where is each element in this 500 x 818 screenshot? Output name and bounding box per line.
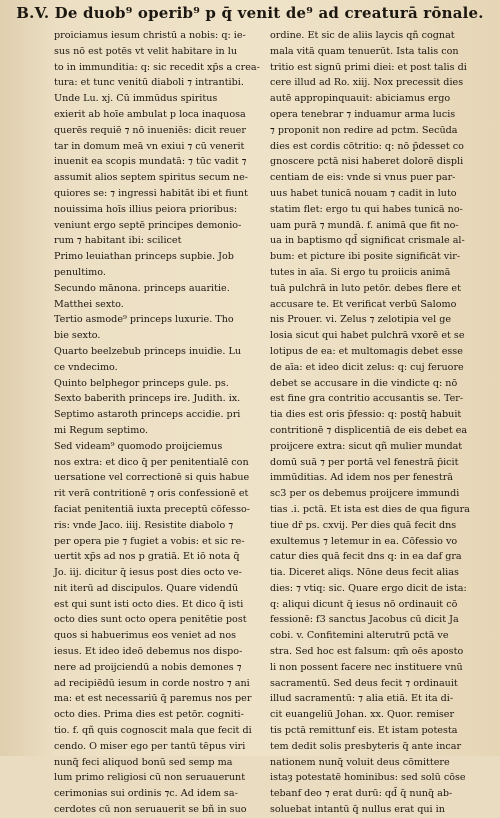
text-line: querēs requiē ⁊ nō inueniēs: dicit reuer xyxy=(54,124,246,136)
text-line: soluebat intantū q̄ nullus erat qui in xyxy=(270,804,445,816)
text-line: tebanf deo ⁊ erat durū: qd̄ q̄ nunq̄ ab- xyxy=(270,788,453,800)
text-line: faciat penitentiā iuxta preceptū cōfesso- xyxy=(54,503,251,515)
text-line: q: aliqui dicunt q̄ iesus nō ordinauit cō xyxy=(270,598,458,610)
text-line: tias .i. pctā. Et ista est dies de qua figura xyxy=(270,503,470,515)
text-line: ua in baptismo qd̄ significat crismale al- xyxy=(270,235,465,247)
text-line: tem dedit solis presbyteris q̄ ante incar xyxy=(270,740,462,752)
text-line: inuenit ea scopis mundatā: ⁊ tūc vadit ⁊ xyxy=(54,156,247,168)
text-line: uus habet tunicā nouam ⁊ cadit in luto xyxy=(270,187,457,199)
text-line: accusare te. Et verificat verbū Salomo xyxy=(270,298,457,310)
text-line: nere ad proijciendū a nobis demones ⁊ xyxy=(54,661,242,673)
text-line: ris: vnde Jaco. iiij. Resistite diabolo ⁊ xyxy=(54,519,234,531)
text-line: cere illud ad Ro. xiij. Nox precessit dies xyxy=(270,77,464,89)
text-line: uertit xp̄s ad nos p gratiā. Et iō nota q̄ xyxy=(54,551,240,563)
text-line: nouissima hoīs illius peiora prioribus: xyxy=(54,203,238,215)
text-line: istaȝ potestatē hominibus: sed solū cōse xyxy=(270,772,466,784)
text-line: tiue dr̄ ps. cxvij. Per dies quā fecit dns xyxy=(270,519,457,531)
text-line: lotipus de ea: et multomagis debet esse xyxy=(270,345,463,357)
text-line: veniunt ergo septē principes demonio- xyxy=(54,219,242,231)
text-line: dies: ⁊ vtiq: sic. Quare ergo dicit de ista: xyxy=(270,582,467,594)
text-line: Tertio asmode⁹ princeps luxurie. Tho xyxy=(54,314,234,326)
text-line: cobi. v. Confitemini alterutrū pctā ve xyxy=(270,630,449,642)
text-line: gnoscere pctā nisi haberet dolorē displi xyxy=(270,156,464,168)
text-line: Septimo astaroth princeps accidie. pri xyxy=(54,409,241,421)
text-line: assumit alios septem spiritus secum ne- xyxy=(54,172,249,184)
text-line: cerimonias sui ordinis ⁊c. Ad idem sa- xyxy=(54,788,238,800)
text-line: iesus. Et ideo ideō debemus nos dispo- xyxy=(54,646,243,658)
text-line: debet se accusare in die vindicte q: nō xyxy=(270,377,458,389)
text-line: fessionē: f3 sanctus Jacobus cū dicit Ja xyxy=(270,614,459,626)
text-line: rum ⁊ habitant ibi: scilicet xyxy=(54,235,182,247)
right-text-column xyxy=(270,28,498,816)
text-line: exultemus ⁊ letemur in ea. Cōfessio vo xyxy=(270,535,458,547)
text-line: immūditias. Ad idem nos per fenestrā xyxy=(270,472,454,484)
text-line: lum primo religiosi cū non seruauerunt xyxy=(54,772,246,784)
text-line: mi Regum septimo. xyxy=(54,424,149,436)
text-line: autē appropinquauit: abiciamus ergo xyxy=(270,93,451,105)
text-line: losia sicut qui habet pulchrā vxorē et se xyxy=(270,330,465,342)
text-line: domū suā ⁊ per portā vel fenestrā p̄icit xyxy=(270,456,459,468)
text-line: tutes in aīa. Si ergo tu proiicis animā xyxy=(270,266,451,278)
text-line: est fine gra contritio accusantis se. Ter- xyxy=(270,393,464,405)
text-line: cerdotes cū non seruauerit se bñ in suo xyxy=(54,804,247,816)
text-line: sacramentū. Sed deus fecit ⁊ ordinauit xyxy=(270,677,458,689)
text-line: bum: et picture ibi posite significāt vir- xyxy=(270,251,461,263)
text-line: li non possent facere nec instituere vnū xyxy=(270,661,463,673)
text-line: stra. Sed hoc est falsum: qm̄ oēs aposto xyxy=(270,646,464,658)
text-line: tia dies est oris p̄fessio: q: postq̄ habuit xyxy=(270,409,462,421)
text-line: Matthei sexto. xyxy=(54,298,124,310)
text-line: Secundo mānona. princeps auaritie. xyxy=(54,282,230,294)
text-line: quiores se: ⁊ ingressi habitāt ibi et fiunt xyxy=(54,187,248,199)
text-line: centiam de eis: vnde si vnus puer par- xyxy=(270,172,456,184)
text-line: est qui sunt isti octo dies. Et dico q̄ isti xyxy=(54,598,244,610)
text-line: mala vitā quam tenuerūt. Ista talis con xyxy=(270,45,459,57)
text-line: contritionē ⁊ displicentiā de eis debet ea xyxy=(270,424,468,436)
text-line: illud sacramentū: ⁊ alia etiā. Et ita di- xyxy=(270,693,454,705)
text-line: nit iterū ad discipulos. Quare videndū xyxy=(54,582,239,594)
text-line: dies est cordis cōtritio: q: nō p̄desset co xyxy=(270,140,464,152)
text-line: tis pctā remittunf eis. Et istam potesta xyxy=(270,725,458,737)
text-line: Jo. iij. dicitur q̄ iesus post dies octo ve- xyxy=(54,567,242,579)
text-line: proijcere extra: sicut qñ mulier mundat xyxy=(270,440,463,452)
text-line: tia. Diceret aliqs. Nōne deus fecit alias xyxy=(270,567,459,579)
text-line: cendo. O miser ego per tantū tēpus viri xyxy=(54,740,246,752)
text-line: nunq̄ feci aliquod bonū sed semp ma xyxy=(54,756,233,768)
text-line: octo dies. Prima dies est petōr. cogniti- xyxy=(54,709,244,721)
text-line: per opera pie ⁊ fugiet a vobis: et sic re- xyxy=(54,535,245,547)
text-line: ⁊ proponit non redire ad pctm. Secūda xyxy=(270,124,458,136)
text-line: rit verā contritionē ⁊ oris confessionē et xyxy=(54,488,249,500)
text-line: cit euangeliū Johan. xx. Quor. remiser xyxy=(270,709,455,721)
text-line: ordine. Et sic de aliis laycis qñ cognat xyxy=(270,30,455,41)
text-line: tio. f. qñ quis cognoscit mala que fecit di xyxy=(54,725,252,737)
text-line: bie sexto. xyxy=(54,330,101,342)
text-line: to in immunditia: q: sic recedit xp̄s a crea- xyxy=(54,61,260,73)
text-line: quos si habuerimus eos veniet ad nos xyxy=(54,630,237,642)
text-line: Sed videam⁹ quomodo proijciemus xyxy=(54,440,223,452)
text-line: nationem nunq̄ voluit deus cōmittere xyxy=(270,756,450,768)
text-line: Unde Lu. xj. Cū immūdus spiritus xyxy=(54,93,218,105)
text-line: nis Prouer. vi. Zelus ⁊ zelotipia vel ge xyxy=(270,314,452,326)
text-line: Sexto baberith princeps ire. Judith. ix. xyxy=(54,393,241,405)
text-line: proiciamus iesum christū a nobis: q: ie- xyxy=(54,30,246,41)
text-line: uersatione vel correctionē si quis habue xyxy=(54,472,250,484)
text-line: opera tenebrar ⁊ induamur arma lucis xyxy=(270,108,456,120)
text-line: tar in domum meā vn exiui ⁊ cū venerit xyxy=(54,140,245,152)
text-line: ce vndecimo. xyxy=(54,361,118,373)
page-header: B.V. De duob⁹ operib⁹ p q̄ venit de⁹ ad creaturā rōnale. xyxy=(16,4,484,22)
text-line: ad recipiēdū iesum in corde nostro ⁊ ani xyxy=(54,677,250,689)
text-line: uam purā ⁊ mundā. f. animā que fit no- xyxy=(270,219,459,231)
text-line: statim flet: ergo tu qui habes tunicā no- xyxy=(270,203,463,215)
text-line: tuā pulchrā in luto petōr. debes flere et xyxy=(270,282,461,294)
text-line: tura: et tunc venitū diaboli ⁊ intrantibi. xyxy=(54,77,244,89)
text-line: catur dies quā fecit dns q: in ea daf gra xyxy=(270,551,462,563)
text-line: sc3 per os debemus proijcere immundi xyxy=(270,488,460,500)
text-line: exierit ab hoīe ambulat p loca inaquosa xyxy=(54,108,246,120)
text-line: sus nō est potēs vt velit habitare in lu xyxy=(54,45,238,57)
text-line: penultimo. xyxy=(54,266,106,278)
text-line: Primo leuiathan princeps supbie. Job xyxy=(54,251,234,263)
text-line: octo dies sunt octo opera penitētie post xyxy=(54,614,247,626)
left-text-column xyxy=(54,28,282,816)
text-line: Quarto beelzebub princeps inuidie. Lu xyxy=(54,345,242,357)
text-line: de aīa: et ideo dicit zelus: q: cuj feruore xyxy=(270,361,464,373)
text-line: tritio est signū primi diei: et post talis di xyxy=(270,61,467,73)
text-line: Quinto belphegor princeps gule. ps. xyxy=(54,377,229,389)
text-line: nos extra: et dico q̄ per penitentialē con xyxy=(54,456,249,468)
text-line: ma: et est necessariū q̄ paremus nos per xyxy=(54,693,252,705)
